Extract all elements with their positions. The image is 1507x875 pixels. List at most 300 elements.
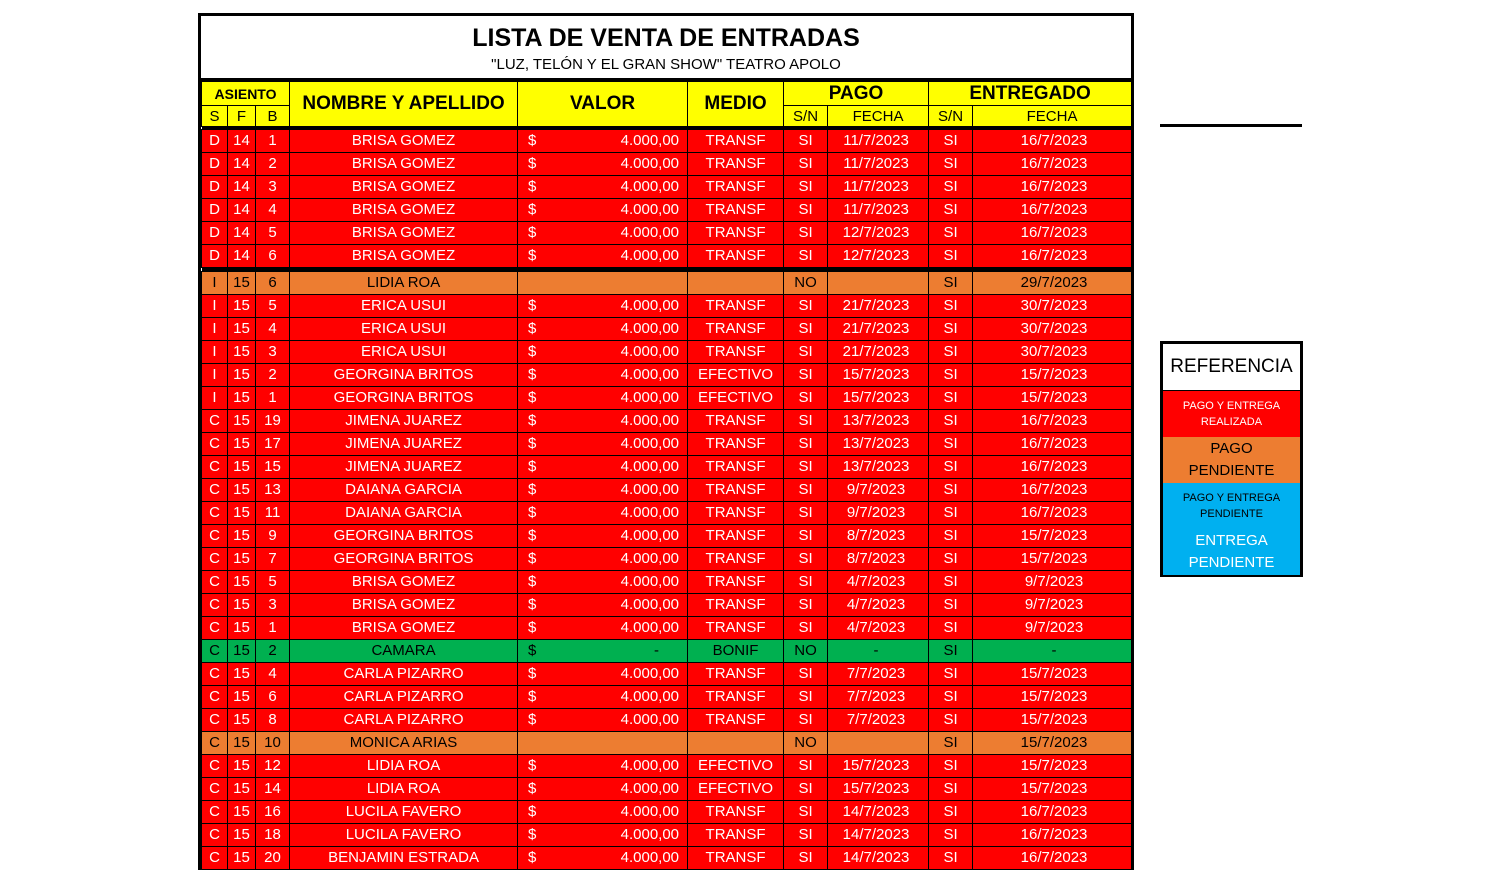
cell-valor[interactable] <box>518 571 688 594</box>
cell-ent-fecha[interactable]: 9/7/2023 <box>973 594 1132 617</box>
cell-butaca[interactable]: 18 <box>256 824 290 847</box>
cell-ent-sn[interactable]: SI <box>929 755 973 778</box>
cell-medio[interactable]: TRANSF <box>688 433 784 456</box>
cell-ent-sn[interactable]: SI <box>929 199 973 222</box>
cell-nombre[interactable]: GEORGINA BRITOS <box>290 387 518 410</box>
cell-ent-sn[interactable]: SI <box>929 245 973 268</box>
cell-ent-fecha[interactable]: 15/7/2023 <box>973 732 1132 755</box>
cell-ent-fecha[interactable]: 16/7/2023 <box>973 410 1132 433</box>
cell-sector[interactable]: C <box>202 640 228 663</box>
cell-butaca[interactable]: 1 <box>256 617 290 640</box>
cell-butaca[interactable]: 7 <box>256 548 290 571</box>
cell-fila[interactable]: 15 <box>228 364 256 387</box>
cell-butaca[interactable]: 11 <box>256 502 290 525</box>
cell-fila[interactable]: 15 <box>228 479 256 502</box>
cell-butaca[interactable]: 3 <box>256 341 290 364</box>
cell-fila[interactable]: 15 <box>228 847 256 870</box>
cell-ent-fecha[interactable]: 16/7/2023 <box>973 502 1132 525</box>
cell-medio[interactable]: TRANSF <box>688 245 784 268</box>
cell-valor[interactable] <box>518 594 688 617</box>
cell-nombre[interactable]: ERICA USUI <box>290 341 518 364</box>
cell-nombre[interactable]: BENJAMIN ESTRADA <box>290 847 518 870</box>
cell-valor[interactable] <box>518 548 688 571</box>
cell-butaca[interactable]: 3 <box>256 176 290 199</box>
cell-medio[interactable] <box>688 732 784 755</box>
cell-nombre[interactable]: BRISA GOMEZ <box>290 130 518 153</box>
cell-medio[interactable]: TRANSF <box>688 617 784 640</box>
cell-fila[interactable]: 15 <box>228 801 256 824</box>
cell-nombre[interactable]: CAMARA <box>290 640 518 663</box>
cell-ent-fecha[interactable]: 30/7/2023 <box>973 341 1132 364</box>
cell-butaca[interactable]: 17 <box>256 433 290 456</box>
cell-butaca[interactable]: 5 <box>256 222 290 245</box>
cell-medio[interactable]: EFECTIVO <box>688 778 784 801</box>
cell-valor[interactable] <box>518 364 688 387</box>
cell-fila[interactable]: 15 <box>228 640 256 663</box>
cell-fila[interactable]: 14 <box>228 199 256 222</box>
cell-ent-sn[interactable]: SI <box>929 479 973 502</box>
cell-fila[interactable]: 15 <box>228 456 256 479</box>
cell-pago-fecha[interactable]: 12/7/2023 <box>828 245 929 268</box>
cell-medio[interactable]: TRANSF <box>688 824 784 847</box>
cell-medio[interactable]: TRANSF <box>688 571 784 594</box>
cell-medio[interactable]: TRANSF <box>688 153 784 176</box>
cell-valor[interactable] <box>518 387 688 410</box>
cell-pago-fecha[interactable]: 11/7/2023 <box>828 176 929 199</box>
cell-sector[interactable]: C <box>202 801 228 824</box>
cell-ent-sn[interactable]: SI <box>929 778 973 801</box>
cell-ent-sn[interactable]: SI <box>929 548 973 571</box>
cell-nombre[interactable]: LIDIA ROA <box>290 755 518 778</box>
cell-fila[interactable]: 15 <box>228 686 256 709</box>
cell-sector[interactable]: D <box>202 153 228 176</box>
cell-butaca[interactable]: 14 <box>256 778 290 801</box>
cell-pago-fecha[interactable]: 8/7/2023 <box>828 525 929 548</box>
cell-sector[interactable]: I <box>202 341 228 364</box>
cell-valor[interactable] <box>518 341 688 364</box>
cell-sector[interactable]: C <box>202 525 228 548</box>
cell-fila[interactable]: 15 <box>228 502 256 525</box>
cell-fila[interactable]: 15 <box>228 663 256 686</box>
cell-nombre[interactable]: GEORGINA BRITOS <box>290 525 518 548</box>
cell-pago-fecha[interactable]: 21/7/2023 <box>828 341 929 364</box>
cell-ent-sn[interactable]: SI <box>929 594 973 617</box>
cell-butaca[interactable]: 10 <box>256 732 290 755</box>
cell-pago-sn[interactable]: SI <box>784 479 828 502</box>
cell-medio[interactable]: EFECTIVO <box>688 755 784 778</box>
cell-ent-fecha[interactable]: 30/7/2023 <box>973 318 1132 341</box>
cell-ent-fecha[interactable]: 15/7/2023 <box>973 778 1132 801</box>
cell-valor[interactable] <box>518 272 688 295</box>
cell-fila[interactable]: 15 <box>228 709 256 732</box>
cell-butaca[interactable]: 4 <box>256 318 290 341</box>
cell-sector[interactable]: C <box>202 617 228 640</box>
cell-fila[interactable]: 14 <box>228 245 256 268</box>
cell-pago-sn[interactable]: SI <box>784 525 828 548</box>
cell-medio[interactable]: TRANSF <box>688 295 784 318</box>
cell-fila[interactable]: 14 <box>228 176 256 199</box>
cell-ent-sn[interactable]: SI <box>929 410 973 433</box>
cell-pago-sn[interactable]: SI <box>784 617 828 640</box>
cell-valor[interactable] <box>518 433 688 456</box>
cell-butaca[interactable]: 12 <box>256 755 290 778</box>
cell-medio[interactable]: TRANSF <box>688 502 784 525</box>
cell-valor[interactable] <box>518 130 688 153</box>
cell-sector[interactable]: I <box>202 364 228 387</box>
cell-pago-fecha[interactable]: 8/7/2023 <box>828 548 929 571</box>
cell-sector[interactable]: I <box>202 272 228 295</box>
cell-pago-fecha[interactable] <box>828 272 929 295</box>
cell-pago-sn[interactable]: SI <box>784 824 828 847</box>
cell-medio[interactable]: TRANSF <box>688 594 784 617</box>
cell-ent-fecha[interactable]: 29/7/2023 <box>973 272 1132 295</box>
cell-pago-fecha[interactable]: 9/7/2023 <box>828 502 929 525</box>
cell-pago-fecha[interactable]: 11/7/2023 <box>828 130 929 153</box>
cell-pago-fecha[interactable]: 15/7/2023 <box>828 387 929 410</box>
cell-pago-fecha[interactable] <box>828 732 929 755</box>
cell-pago-fecha[interactable]: 7/7/2023 <box>828 709 929 732</box>
cell-nombre[interactable]: DAIANA GARCIA <box>290 479 518 502</box>
cell-butaca[interactable]: 4 <box>256 199 290 222</box>
cell-nombre[interactable]: LUCILA FAVERO <box>290 801 518 824</box>
cell-sector[interactable]: I <box>202 318 228 341</box>
cell-pago-sn[interactable]: SI <box>784 176 828 199</box>
cell-nombre[interactable]: DAIANA GARCIA <box>290 502 518 525</box>
cell-pago-fecha[interactable]: 13/7/2023 <box>828 433 929 456</box>
cell-pago-sn[interactable]: SI <box>784 548 828 571</box>
cell-fila[interactable]: 15 <box>228 755 256 778</box>
cell-sector[interactable]: C <box>202 732 228 755</box>
cell-valor[interactable] <box>518 295 688 318</box>
cell-medio[interactable]: TRANSF <box>688 548 784 571</box>
cell-ent-sn[interactable]: SI <box>929 456 973 479</box>
cell-ent-sn[interactable]: SI <box>929 847 973 870</box>
cell-ent-sn[interactable]: SI <box>929 433 973 456</box>
cell-ent-fecha[interactable]: 15/7/2023 <box>973 663 1132 686</box>
cell-ent-fecha[interactable]: 16/7/2023 <box>973 801 1132 824</box>
cell-medio[interactable]: TRANSF <box>688 456 784 479</box>
cell-ent-fecha[interactable]: 16/7/2023 <box>973 433 1132 456</box>
cell-valor[interactable] <box>518 502 688 525</box>
cell-pago-fecha[interactable]: 15/7/2023 <box>828 778 929 801</box>
cell-ent-sn[interactable]: SI <box>929 387 973 410</box>
cell-butaca[interactable]: 2 <box>256 153 290 176</box>
cell-butaca[interactable]: 6 <box>256 686 290 709</box>
cell-butaca[interactable]: 9 <box>256 525 290 548</box>
cell-pago-sn[interactable]: SI <box>784 571 828 594</box>
cell-ent-fecha[interactable]: 16/7/2023 <box>973 130 1132 153</box>
cell-pago-sn[interactable]: SI <box>784 364 828 387</box>
cell-butaca[interactable]: 6 <box>256 272 290 295</box>
cell-ent-sn[interactable]: SI <box>929 502 973 525</box>
cell-fila[interactable]: 15 <box>228 617 256 640</box>
cell-ent-sn[interactable]: SI <box>929 318 973 341</box>
cell-pago-fecha[interactable]: 7/7/2023 <box>828 663 929 686</box>
cell-butaca[interactable]: 5 <box>256 571 290 594</box>
cell-pago-fecha[interactable]: 4/7/2023 <box>828 617 929 640</box>
cell-medio[interactable]: TRANSF <box>688 318 784 341</box>
cell-nombre[interactable]: JIMENA JUAREZ <box>290 456 518 479</box>
cell-ent-fecha[interactable]: 15/7/2023 <box>973 548 1132 571</box>
cell-butaca[interactable]: 16 <box>256 801 290 824</box>
cell-ent-sn[interactable]: SI <box>929 222 973 245</box>
cell-ent-fecha[interactable]: 16/7/2023 <box>973 847 1132 870</box>
cell-pago-sn[interactable]: SI <box>784 433 828 456</box>
cell-pago-sn[interactable]: SI <box>784 153 828 176</box>
cell-medio[interactable]: TRANSF <box>688 130 784 153</box>
cell-sector[interactable]: C <box>202 456 228 479</box>
cell-butaca[interactable]: 19 <box>256 410 290 433</box>
cell-nombre[interactable]: LUCILA FAVERO <box>290 824 518 847</box>
cell-fila[interactable]: 15 <box>228 433 256 456</box>
cell-medio[interactable]: TRANSF <box>688 341 784 364</box>
cell-butaca[interactable]: 1 <box>256 130 290 153</box>
cell-ent-fecha[interactable]: 30/7/2023 <box>973 295 1132 318</box>
cell-valor[interactable] <box>518 801 688 824</box>
cell-nombre[interactable]: BRISA GOMEZ <box>290 594 518 617</box>
cell-valor[interactable] <box>518 245 688 268</box>
cell-pago-sn[interactable]: SI <box>784 341 828 364</box>
cell-ent-fecha[interactable]: 15/7/2023 <box>973 686 1132 709</box>
cell-ent-sn[interactable]: SI <box>929 732 973 755</box>
cell-nombre[interactable]: CARLA PIZARRO <box>290 663 518 686</box>
cell-pago-sn[interactable]: SI <box>784 663 828 686</box>
cell-pago-sn[interactable]: SI <box>784 847 828 870</box>
cell-valor[interactable] <box>518 847 688 870</box>
cell-nombre[interactable]: CARLA PIZARRO <box>290 686 518 709</box>
cell-medio[interactable]: EFECTIVO <box>688 364 784 387</box>
cell-pago-fecha[interactable]: 13/7/2023 <box>828 410 929 433</box>
cell-medio[interactable]: TRANSF <box>688 176 784 199</box>
cell-butaca[interactable]: 15 <box>256 456 290 479</box>
cell-medio[interactable]: TRANSF <box>688 222 784 245</box>
cell-pago-fecha[interactable]: 13/7/2023 <box>828 456 929 479</box>
cell-valor[interactable] <box>518 686 688 709</box>
cell-ent-fecha[interactable]: - <box>973 640 1132 663</box>
cell-fila[interactable]: 15 <box>228 594 256 617</box>
cell-pago-sn[interactable]: SI <box>784 686 828 709</box>
cell-ent-fecha[interactable]: 16/7/2023 <box>973 479 1132 502</box>
cell-fila[interactable]: 15 <box>228 295 256 318</box>
cell-medio[interactable]: TRANSF <box>688 410 784 433</box>
cell-medio[interactable]: TRANSF <box>688 663 784 686</box>
cell-ent-sn[interactable]: SI <box>929 341 973 364</box>
cell-sector[interactable]: D <box>202 222 228 245</box>
cell-pago-fecha[interactable]: 14/7/2023 <box>828 801 929 824</box>
cell-fila[interactable]: 15 <box>228 732 256 755</box>
cell-pago-sn[interactable]: SI <box>784 318 828 341</box>
cell-butaca[interactable]: 4 <box>256 663 290 686</box>
cell-sector[interactable]: C <box>202 847 228 870</box>
cell-fila[interactable]: 15 <box>228 548 256 571</box>
cell-butaca[interactable]: 1 <box>256 387 290 410</box>
cell-valor[interactable] <box>518 778 688 801</box>
cell-valor[interactable] <box>518 479 688 502</box>
cell-ent-sn[interactable]: SI <box>929 640 973 663</box>
cell-ent-sn[interactable]: SI <box>929 176 973 199</box>
cell-medio[interactable]: TRANSF <box>688 686 784 709</box>
cell-pago-sn[interactable]: SI <box>784 801 828 824</box>
cell-sector[interactable]: C <box>202 755 228 778</box>
cell-nombre[interactable]: BRISA GOMEZ <box>290 617 518 640</box>
cell-pago-fecha[interactable]: 4/7/2023 <box>828 571 929 594</box>
cell-valor[interactable] <box>518 318 688 341</box>
cell-sector[interactable]: D <box>202 130 228 153</box>
cell-fila[interactable]: 15 <box>228 778 256 801</box>
cell-pago-sn[interactable]: SI <box>784 222 828 245</box>
cell-medio[interactable]: TRANSF <box>688 479 784 502</box>
cell-ent-fecha[interactable]: 9/7/2023 <box>973 571 1132 594</box>
cell-sector[interactable]: D <box>202 199 228 222</box>
cell-sector[interactable]: C <box>202 548 228 571</box>
cell-fila[interactable]: 15 <box>228 272 256 295</box>
cell-pago-fecha[interactable]: 15/7/2023 <box>828 755 929 778</box>
cell-ent-sn[interactable]: SI <box>929 295 973 318</box>
cell-ent-sn[interactable]: SI <box>929 571 973 594</box>
cell-nombre[interactable]: LIDIA ROA <box>290 272 518 295</box>
cell-butaca[interactable]: 2 <box>256 640 290 663</box>
cell-fila[interactable]: 15 <box>228 341 256 364</box>
cell-pago-sn[interactable]: SI <box>784 778 828 801</box>
cell-ent-sn[interactable]: SI <box>929 663 973 686</box>
cell-valor[interactable] <box>518 755 688 778</box>
cell-nombre[interactable]: GEORGINA BRITOS <box>290 364 518 387</box>
cell-ent-fecha[interactable]: 16/7/2023 <box>973 153 1132 176</box>
cell-nombre[interactable]: JIMENA JUAREZ <box>290 433 518 456</box>
cell-medio[interactable]: TRANSF <box>688 199 784 222</box>
cell-medio[interactable]: TRANSF <box>688 801 784 824</box>
cell-fila[interactable]: 15 <box>228 824 256 847</box>
cell-medio[interactable]: EFECTIVO <box>688 387 784 410</box>
cell-valor[interactable] <box>518 153 688 176</box>
cell-valor[interactable] <box>518 617 688 640</box>
cell-ent-sn[interactable]: SI <box>929 709 973 732</box>
cell-valor[interactable] <box>518 640 688 663</box>
cell-fila[interactable]: 15 <box>228 571 256 594</box>
cell-sector[interactable]: C <box>202 410 228 433</box>
cell-ent-sn[interactable]: SI <box>929 686 973 709</box>
cell-pago-fecha[interactable]: 21/7/2023 <box>828 295 929 318</box>
cell-nombre[interactable]: BRISA GOMEZ <box>290 571 518 594</box>
cell-pago-sn[interactable]: SI <box>784 502 828 525</box>
cell-ent-sn[interactable]: SI <box>929 272 973 295</box>
cell-pago-fecha[interactable]: 11/7/2023 <box>828 153 929 176</box>
cell-medio[interactable]: TRANSF <box>688 525 784 548</box>
cell-fila[interactable]: 15 <box>228 387 256 410</box>
cell-pago-fecha[interactable]: 9/7/2023 <box>828 479 929 502</box>
cell-ent-sn[interactable]: SI <box>929 130 973 153</box>
cell-pago-sn[interactable]: NO <box>784 732 828 755</box>
cell-valor[interactable] <box>518 663 688 686</box>
cell-pago-sn[interactable]: NO <box>784 640 828 663</box>
cell-sector[interactable]: C <box>202 663 228 686</box>
cell-ent-fecha[interactable]: 15/7/2023 <box>973 525 1132 548</box>
cell-ent-sn[interactable]: SI <box>929 801 973 824</box>
cell-valor[interactable] <box>518 176 688 199</box>
cell-ent-sn[interactable]: SI <box>929 525 973 548</box>
cell-pago-sn[interactable]: SI <box>784 456 828 479</box>
cell-fila[interactable]: 14 <box>228 153 256 176</box>
cell-medio[interactable]: TRANSF <box>688 847 784 870</box>
cell-pago-fecha[interactable]: 14/7/2023 <box>828 824 929 847</box>
cell-ent-fecha[interactable]: 15/7/2023 <box>973 387 1132 410</box>
cell-fila[interactable]: 14 <box>228 222 256 245</box>
cell-pago-fecha[interactable]: 21/7/2023 <box>828 318 929 341</box>
cell-ent-fecha[interactable]: 15/7/2023 <box>973 364 1132 387</box>
cell-ent-sn[interactable]: SI <box>929 824 973 847</box>
cell-butaca[interactable]: 8 <box>256 709 290 732</box>
cell-nombre[interactable]: LIDIA ROA <box>290 778 518 801</box>
cell-nombre[interactable]: BRISA GOMEZ <box>290 245 518 268</box>
cell-fila[interactable]: 15 <box>228 410 256 433</box>
cell-sector[interactable]: I <box>202 295 228 318</box>
cell-ent-sn[interactable]: SI <box>929 364 973 387</box>
cell-nombre[interactable]: MONICA ARIAS <box>290 732 518 755</box>
cell-sector[interactable]: D <box>202 245 228 268</box>
cell-pago-sn[interactable]: SI <box>784 199 828 222</box>
cell-nombre[interactable]: GEORGINA BRITOS <box>290 548 518 571</box>
cell-sector[interactable]: C <box>202 594 228 617</box>
cell-ent-sn[interactable]: SI <box>929 617 973 640</box>
cell-sector[interactable]: C <box>202 709 228 732</box>
cell-medio[interactable]: BONIF <box>688 640 784 663</box>
cell-butaca[interactable]: 3 <box>256 594 290 617</box>
cell-ent-fecha[interactable]: 16/7/2023 <box>973 824 1132 847</box>
cell-ent-fecha[interactable]: 16/7/2023 <box>973 245 1132 268</box>
cell-butaca[interactable]: 6 <box>256 245 290 268</box>
cell-ent-fecha[interactable]: 9/7/2023 <box>973 617 1132 640</box>
cell-butaca[interactable]: 13 <box>256 479 290 502</box>
cell-pago-fecha[interactable]: 15/7/2023 <box>828 364 929 387</box>
cell-pago-sn[interactable]: SI <box>784 295 828 318</box>
cell-nombre[interactable]: ERICA USUI <box>290 295 518 318</box>
cell-pago-sn[interactable]: SI <box>784 387 828 410</box>
cell-sector[interactable]: D <box>202 176 228 199</box>
cell-ent-sn[interactable]: SI <box>929 153 973 176</box>
cell-nombre[interactable]: BRISA GOMEZ <box>290 199 518 222</box>
cell-pago-fecha[interactable]: 11/7/2023 <box>828 199 929 222</box>
cell-ent-fecha[interactable]: 15/7/2023 <box>973 755 1132 778</box>
cell-pago-sn[interactable]: SI <box>784 709 828 732</box>
cell-pago-fecha[interactable]: 12/7/2023 <box>828 222 929 245</box>
cell-pago-fecha[interactable]: 14/7/2023 <box>828 847 929 870</box>
cell-ent-fecha[interactable]: 16/7/2023 <box>973 176 1132 199</box>
cell-pago-sn[interactable]: SI <box>784 410 828 433</box>
cell-nombre[interactable]: CARLA PIZARRO <box>290 709 518 732</box>
cell-nombre[interactable]: ERICA USUI <box>290 318 518 341</box>
cell-valor[interactable] <box>518 525 688 548</box>
cell-fila[interactable]: 15 <box>228 318 256 341</box>
cell-valor[interactable] <box>518 824 688 847</box>
cell-sector[interactable]: C <box>202 433 228 456</box>
cell-sector[interactable]: C <box>202 778 228 801</box>
cell-ent-fecha[interactable]: 16/7/2023 <box>973 199 1132 222</box>
cell-pago-fecha[interactable]: - <box>828 640 929 663</box>
cell-valor[interactable] <box>518 199 688 222</box>
cell-medio[interactable] <box>688 272 784 295</box>
cell-fila[interactable]: 15 <box>228 525 256 548</box>
cell-valor[interactable] <box>518 732 688 755</box>
cell-nombre[interactable]: BRISA GOMEZ <box>290 176 518 199</box>
cell-nombre[interactable]: BRISA GOMEZ <box>290 222 518 245</box>
cell-pago-sn[interactable]: NO <box>784 272 828 295</box>
cell-pago-sn[interactable]: SI <box>784 755 828 778</box>
cell-sector[interactable]: I <box>202 387 228 410</box>
cell-valor[interactable] <box>518 709 688 732</box>
cell-sector[interactable]: C <box>202 502 228 525</box>
cell-sector[interactable]: C <box>202 824 228 847</box>
cell-sector[interactable]: C <box>202 686 228 709</box>
